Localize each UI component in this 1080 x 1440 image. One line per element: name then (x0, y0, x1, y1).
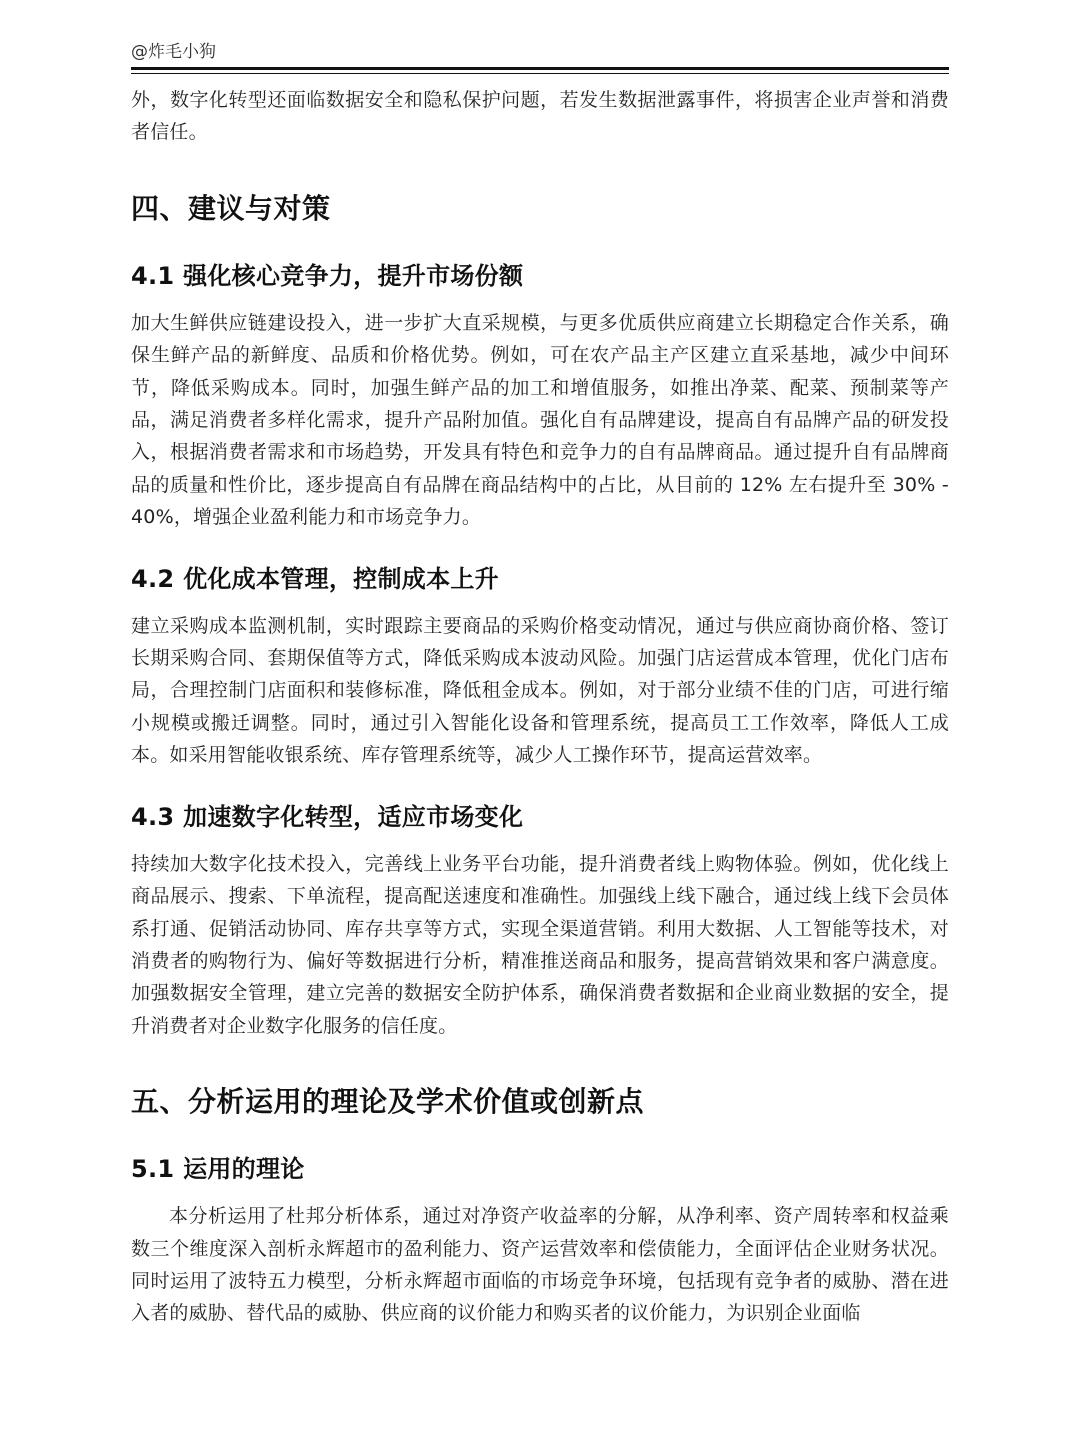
subsection-4-1-heading: 4.1 强化核心竞争力，提升市场份额 (131, 261, 524, 290)
subsection-4-2-paragraph: 建立采购成本监测机制，实时跟踪主要商品的采购价格变动情况，通过与供应商协商价格、签订长期采购合同、套期保值等方式，降低采购成本波动风险。加强门店运营成本管理，优化门店布局，合理控制门店面积和装修标准，降低租金成本。例如，对于部分业绩不佳的门店，可进行缩小规模或搬迁调整。同时，通过引入智能化设备和管理系统，提高员工工作效率，降低人工成本。如采用智能收银系统、库存管理系统等，减少人工操作环节，提高运营效率。 (131, 614, 949, 767)
document-body (131, 84, 949, 1330)
section-4-heading: 四、建议与对策 (131, 191, 331, 225)
section-5-heading: 五、分析运用的理论及学术价值或创新点 (131, 1085, 645, 1119)
author-handle: @炸毛小狗 (131, 42, 216, 62)
subsection-4-3-heading: 4.3 加速数字化转型，适应市场变化 (131, 802, 524, 831)
header-divider-thin (131, 73, 949, 74)
subsection-5-1-paragraph: 本分析运用了杜邦分析体系，通过对净资产收益率的分解，从净利率、资产周转率和权益乘数三个维度深入剖析永辉超市的盈利能力、资产运营效率和偿债能力，全面评估企业财务状况。同时运用了波特五力模型，分析永辉超市面临的市场竞争环境，包括现有竞争者的威胁、潜在进入者的威胁、替代品的威胁、供应商的议价能力和购买者的议价能力，为识别企业面临 (131, 1205, 949, 1325)
intro-paragraph: 外，数字化转型还面临数据安全和隐私保护问题，若发生数据泄露事件，将损害企业声誉和消费者信任。 (131, 89, 949, 144)
subsection-4-3-paragraph: 持续加大数字化技术投入，完善线上业务平台功能，提升消费者线上购物体验。例如，优化线上商品展示、搜索、下单流程，提高配送速度和准确性。加强线上线下融合，通过线上线下会员体系打通、促销活动协同、库存共享等方式，实现全渠道营销。利用大数据、人工智能等技术，对消费者的购物行为、偏好等数据进行分析，精准推送商品和服务，提高营销效果和客户满意度。加强数据安全管理，建立完善的数据安全防护体系，确保消费者数据和企业商业数据的安全，提升消费者对企业数字化服务的信任度。 (131, 852, 949, 1037)
header-divider-thick (131, 67, 949, 70)
subsection-5-1-heading: 5.1 运用的理论 (131, 1155, 305, 1184)
subsection-4-1-paragraph: 加大生鲜供应链建设投入，进一步扩大直采规模，与更多优质供应商建立长期稳定合作关系，确保生鲜产品的新鲜度、品质和价格优势。例如，可在农产品主产区建立直采基地，减少中间环节，降低采购成本。同时，加强生鲜产品的加工和增值服务，如推出净菜、配菜、预制菜等产品，满足消费者多样化需求，提升产品附加值。强化自有品牌建设，提高自有品牌产品的研发投入，根据消费者需求和市场趋势，开发具有特色和竞争力的自有品牌商品。通过提升自有品牌商品的质量和性价比，逐步提高自有品牌在商品结构中的占比，从目前的 12% 左右提升至 30% - 40%，增强企业盈利能力和市场竞争力。 (131, 311, 949, 529)
subsection-4-2-heading: 4.2 优化成本管理，控制成本上升 (131, 564, 499, 593)
